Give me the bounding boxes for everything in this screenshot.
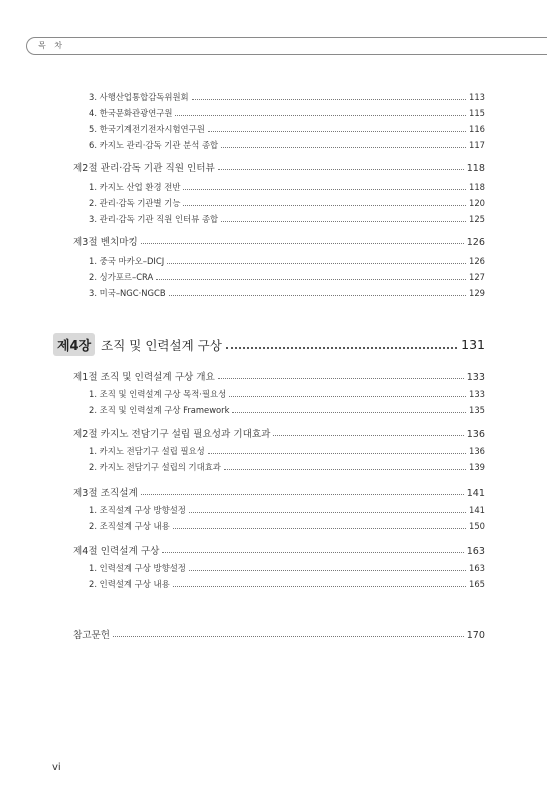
toc-entry-page: 126 (469, 256, 485, 266)
toc-section-page: 163 (466, 546, 485, 557)
leader-dots (113, 636, 464, 637)
toc-entry[interactable] (89, 388, 485, 400)
toc-section-title: 제3절 조직설계 (73, 488, 138, 499)
toc-entry-text: 2. 조직 및 인력설계 구상 Framework (89, 405, 230, 415)
leader-dots (189, 512, 466, 513)
toc-section-page: 136 (466, 429, 485, 440)
toc-section[interactable] (73, 369, 485, 383)
toc-entry[interactable] (89, 445, 485, 457)
toc-section[interactable] (73, 234, 485, 248)
toc-section-title: 제3절 벤치마킹 (73, 237, 138, 248)
leader-dots (218, 378, 464, 379)
toc-entry[interactable] (89, 520, 485, 532)
leader-dots (141, 494, 464, 495)
toc-entry-page: 115 (469, 108, 485, 118)
toc-section-title: 제4절 인력설계 구상 (73, 546, 160, 557)
leader-dots (232, 412, 466, 413)
toc-entry[interactable] (89, 123, 485, 135)
chapter-badge: 제4장 (53, 333, 95, 356)
toc-entry[interactable] (89, 287, 485, 299)
leader-dots (226, 347, 457, 349)
toc-section-title: 제2절 관리·감독 기관 직원 인터뷰 (73, 163, 215, 174)
toc-entry[interactable] (89, 181, 485, 193)
toc-entry-page: 139 (469, 462, 485, 472)
leader-dots (183, 205, 466, 206)
toc-entry-page: 135 (469, 405, 485, 415)
leader-dots (192, 99, 466, 100)
toc-entry-page: 165 (469, 579, 485, 589)
toc-section-page: 118 (466, 163, 485, 174)
leader-dots (273, 435, 463, 436)
references-page: 170 (466, 630, 485, 641)
toc-entry[interactable] (89, 197, 485, 209)
toc-entry-text: 2. 카지노 전담기구 설립의 기대효과 (89, 462, 221, 472)
toc-entry-page: 125 (469, 214, 485, 224)
toc-entry-text: 1. 중국 마카오–DICJ (89, 256, 165, 266)
leader-dots (173, 586, 466, 587)
leader-dots (229, 396, 466, 397)
toc-section-page: 133 (466, 372, 485, 383)
toc-entry[interactable] (89, 213, 485, 225)
leader-dots (141, 243, 464, 244)
toc-entry[interactable] (89, 107, 485, 119)
toc-chapter[interactable] (53, 333, 485, 356)
leader-dots (189, 570, 466, 571)
toc-entry[interactable] (89, 461, 485, 473)
toc-entry-page: 133 (469, 389, 485, 399)
toc-section-page: 126 (466, 237, 485, 248)
toc-section[interactable] (73, 485, 485, 499)
toc-entry-page: 127 (469, 272, 485, 282)
toc-entry-text: 2. 인력설계 구상 내용 (89, 579, 170, 589)
toc-entry-text: 5. 한국기계전기전자시험연구원 (89, 124, 205, 134)
toc-entry-page: 113 (469, 92, 485, 102)
leader-dots (156, 279, 466, 280)
toc-section-page: 141 (466, 488, 485, 499)
toc-section[interactable] (73, 543, 485, 557)
toc-entry-text: 3. 관리·감독 기관 직원 인터뷰 종합 (89, 214, 219, 224)
toc-entry-text: 3. 사행산업통합감독위원회 (89, 92, 189, 102)
toc-section[interactable] (73, 160, 485, 174)
leader-dots (173, 528, 466, 529)
leader-dots (208, 453, 466, 454)
leader-dots (167, 263, 466, 264)
toc-entry-text: 1. 조직설계 구상 방향설정 (89, 505, 186, 515)
leader-dots (183, 189, 466, 190)
toc-entry-page: 118 (469, 182, 485, 192)
toc-entry-text: 6. 카지노 관리·감독 기관 분석 종합 (89, 140, 219, 150)
toc-entry-page: 129 (469, 288, 485, 298)
toc-entry-page: 163 (469, 563, 485, 573)
toc-entry[interactable] (89, 562, 485, 574)
toc-entry-text: 2. 조직설계 구상 내용 (89, 521, 170, 531)
header-label: 목 차 (38, 41, 65, 50)
references-title: 참고문헌 (73, 630, 111, 641)
toc-entry-text: 4. 한국문화관광연구원 (89, 108, 173, 118)
toc-entry[interactable] (89, 504, 485, 516)
leader-dots (218, 169, 464, 170)
toc-entry-page: 120 (469, 198, 485, 208)
chapter-page: 131 (461, 337, 485, 352)
toc-entry[interactable] (89, 578, 485, 590)
leader-dots (208, 131, 466, 132)
toc-entry-text: 3. 미국–NGC·NGCB (89, 288, 166, 298)
toc-entry[interactable] (89, 271, 485, 283)
toc-section-title: 제2절 카지노 전담기구 설립 필요성과 기대효과 (73, 429, 271, 440)
toc-entry-text: 1. 조직 및 인력설계 구상 목적·필요성 (89, 389, 227, 399)
toc-section[interactable] (73, 426, 485, 440)
toc-entry-page: 136 (469, 446, 485, 456)
toc-entry-page: 116 (469, 124, 485, 134)
toc-entry[interactable] (89, 91, 485, 103)
toc-section-title: 제1절 조직 및 인력설계 구상 개요 (73, 372, 215, 383)
leader-dots (162, 552, 463, 553)
toc-references[interactable] (73, 627, 485, 641)
leader-dots (175, 115, 466, 116)
leader-dots (221, 147, 466, 148)
toc-entry[interactable] (89, 139, 485, 151)
leader-dots (224, 469, 466, 470)
toc-entry[interactable] (89, 404, 485, 416)
toc-entry-page: 141 (469, 505, 485, 515)
toc-entry-text: 1. 인력설계 구상 방향설정 (89, 563, 186, 573)
toc-entry-text: 2. 싱가포르–CRA (89, 272, 154, 282)
toc-entry[interactable] (89, 255, 485, 267)
leader-dots (221, 221, 466, 222)
toc-entry-page: 150 (469, 521, 485, 531)
footer-page-number: vi (52, 762, 61, 773)
toc-entry-text: 1. 카지노 산업 환경 전반 (89, 182, 181, 192)
leader-dots (169, 295, 466, 296)
header-tab-frame (26, 37, 547, 55)
toc-entry-text: 2. 관리·감독 기관별 기능 (89, 198, 181, 208)
chapter-title: 조직 및 인력설계 구상 (101, 337, 222, 353)
toc-entry-text: 1. 카지노 전담기구 설립 필요성 (89, 446, 205, 456)
toc-entry-page: 117 (469, 140, 485, 150)
